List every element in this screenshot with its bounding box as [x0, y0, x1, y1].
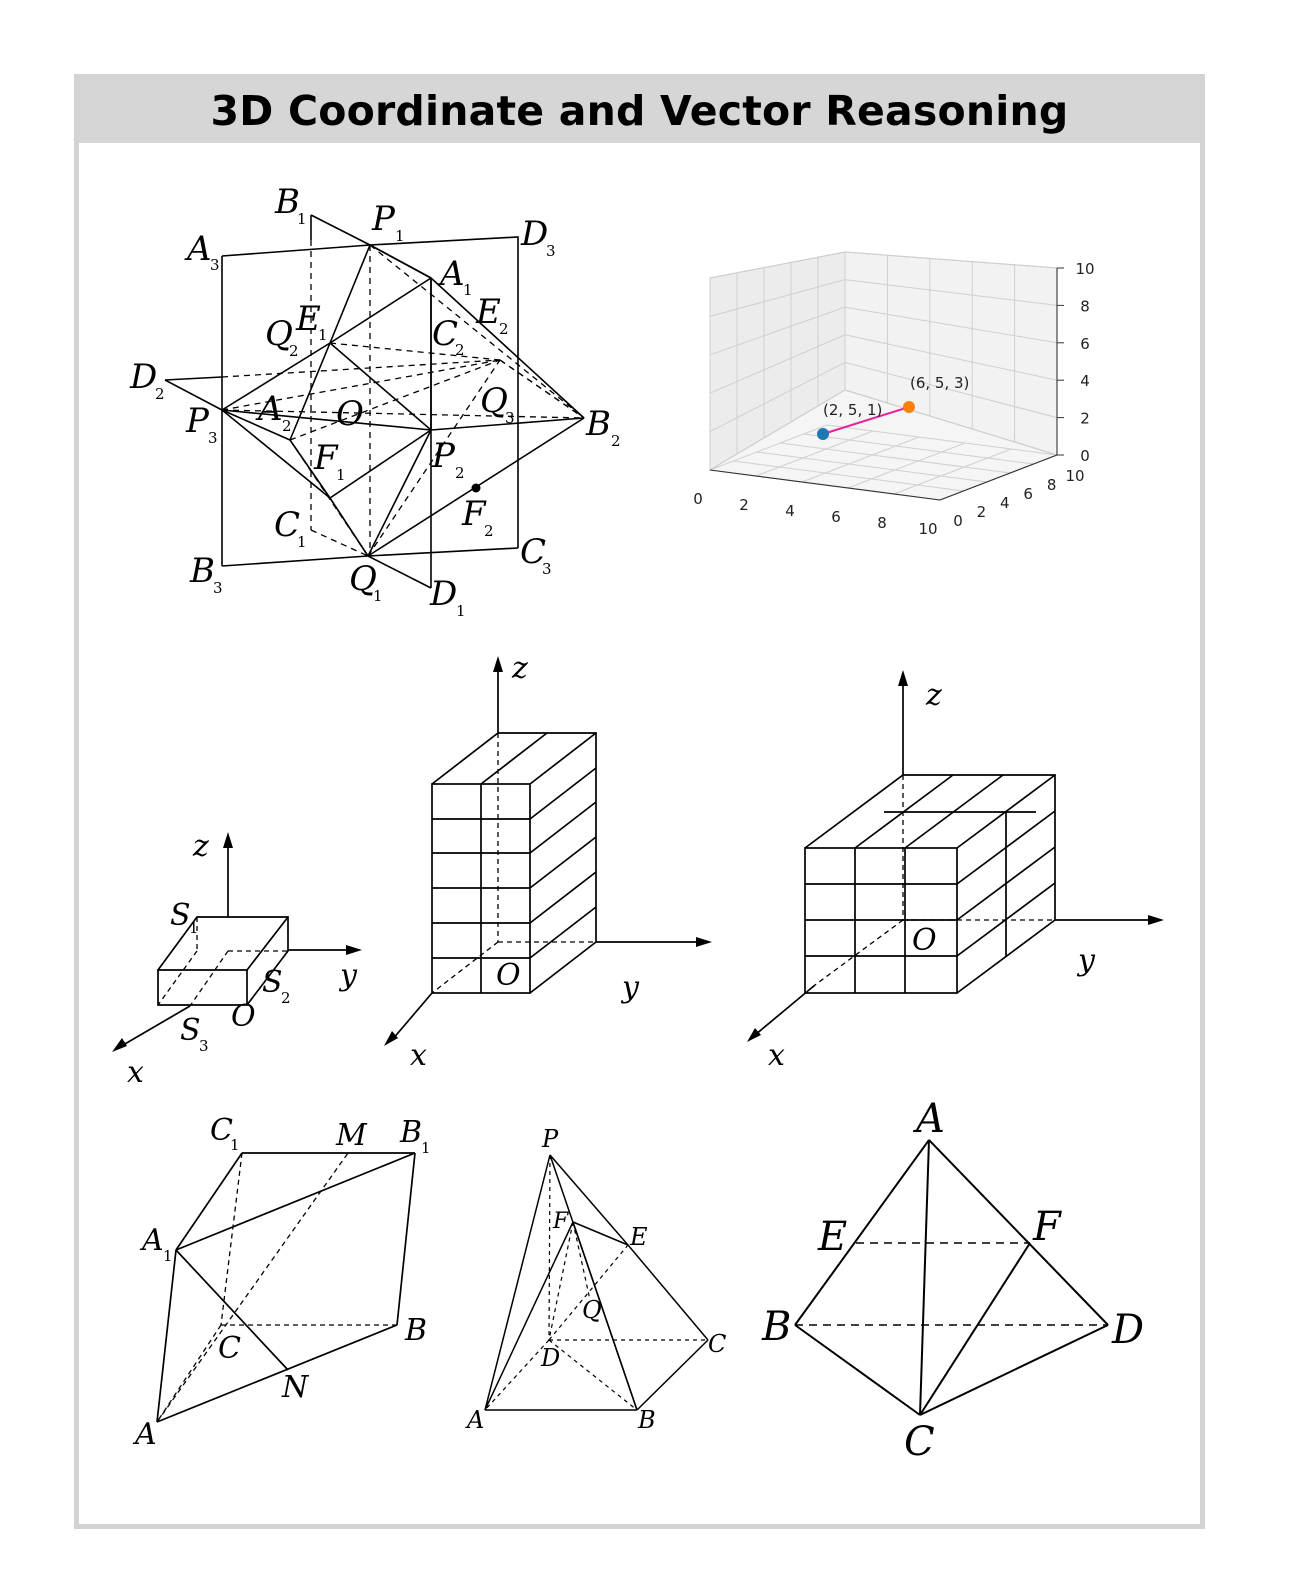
label-f1: F	[314, 438, 338, 478]
prism-c1-label: C	[210, 1113, 233, 1148]
pyramid-a-label: A	[467, 1406, 485, 1434]
tetra-e-label: E	[818, 1214, 848, 1260]
plot3d-point-a-label: (2, 5, 1)	[823, 401, 883, 419]
x-tick-label: 8	[877, 514, 887, 532]
svg-text:2: 2	[289, 342, 299, 360]
tall-x-label: x	[410, 1038, 427, 1073]
z-tick-label: 8	[1080, 297, 1090, 316]
tetra-c-label: C	[904, 1419, 935, 1465]
label-o: O	[336, 394, 364, 434]
z-tick-label: 2	[1080, 409, 1090, 428]
prism-m-label: M	[336, 1118, 367, 1153]
label-a3: A	[187, 229, 212, 269]
tall-y-label: y	[622, 970, 639, 1005]
pyramid-e-label: E	[630, 1223, 648, 1251]
tetra-a-label: A	[916, 1096, 945, 1142]
label-b3: B	[190, 551, 215, 591]
svg-text:1: 1	[318, 326, 328, 344]
label-e1: E	[296, 299, 321, 339]
x-tick-label: 0	[693, 490, 703, 508]
svg-text:1: 1	[189, 919, 199, 937]
pyramid-b-label: B	[638, 1406, 656, 1434]
label-e2: E	[476, 292, 501, 332]
prism-n-label: N	[282, 1370, 309, 1405]
pyramid-d-label: D	[541, 1344, 561, 1372]
prism-b-label: B	[405, 1313, 428, 1348]
tetra-f-label: F	[1033, 1204, 1061, 1250]
svg-text:3: 3	[505, 409, 515, 427]
small-o-label: O	[231, 999, 256, 1034]
wide-o-label: O	[912, 923, 937, 958]
label-a1: A	[440, 254, 465, 294]
svg-text:3: 3	[213, 579, 223, 597]
svg-text:1: 1	[163, 1247, 173, 1265]
x-tick-label: 2	[739, 496, 749, 514]
x-tick-label: 4	[785, 502, 795, 520]
label-f2: F	[462, 494, 486, 534]
y-tick-label: 8	[1046, 476, 1057, 494]
prism-a1-label: A	[142, 1223, 164, 1258]
small-x-label: x	[127, 1055, 144, 1090]
small-s1-label: S	[170, 898, 191, 933]
pyramid-p-label: P	[542, 1125, 559, 1153]
label-c2: C	[432, 314, 459, 354]
svg-text:1: 1	[297, 210, 307, 228]
y-tick-label: 4	[1000, 494, 1010, 512]
svg-text:1: 1	[230, 1136, 240, 1154]
tetra-d-label: D	[1112, 1307, 1145, 1353]
small-y-label: y	[340, 958, 357, 993]
label-p3: P	[186, 401, 209, 441]
label-c3: C	[520, 532, 547, 572]
y-tick-label: 6	[1023, 485, 1033, 503]
y-tick-label: 2	[976, 503, 987, 521]
wide-x-label: x	[768, 1038, 785, 1073]
svg-text:2: 2	[281, 989, 291, 1007]
y-tick-label: 10	[1065, 467, 1085, 485]
svg-text:2: 2	[499, 320, 509, 338]
prism-a-label: A	[135, 1417, 157, 1452]
label-q3: Q	[480, 381, 508, 421]
label-d2: D	[130, 357, 158, 397]
label-b1: B	[275, 182, 300, 222]
tall-z-label: z	[512, 651, 528, 686]
label-q1: Q	[349, 559, 377, 599]
label-d1: D	[430, 574, 458, 614]
prism-b1-label: B	[400, 1115, 423, 1150]
plot3d-point-b-label: (6, 5, 3)	[910, 374, 970, 392]
y-tick-label: 0	[953, 512, 963, 530]
svg-text:1: 1	[336, 466, 346, 484]
small-s3-label: S	[180, 1013, 201, 1048]
label-c1: C	[274, 505, 301, 545]
z-tick-label: 0	[1080, 447, 1090, 465]
svg-text:3: 3	[210, 256, 220, 274]
svg-text:1: 1	[463, 281, 473, 299]
x-tick-label: 10	[918, 520, 938, 538]
svg-text:2: 2	[455, 464, 465, 482]
svg-text:2: 2	[455, 341, 465, 359]
svg-text:2: 2	[611, 432, 621, 450]
svg-text:2: 2	[282, 417, 292, 435]
label-b2: B	[586, 404, 611, 444]
page-title: 3D Coordinate and Vector Reasoning	[210, 87, 1069, 135]
label-d3: D	[521, 214, 549, 254]
pyramid-f-label: F	[553, 1209, 569, 1234]
tetra-b-label: B	[762, 1304, 792, 1350]
svg-text:2: 2	[484, 522, 494, 540]
svg-text:3: 3	[542, 560, 552, 578]
tall-o-label: O	[496, 958, 521, 993]
x-tick-label: 6	[831, 508, 841, 526]
svg-text:1: 1	[395, 227, 405, 245]
z-tick-label: 4	[1080, 372, 1090, 391]
wide-y-label: y	[1078, 943, 1095, 978]
svg-text:1: 1	[297, 533, 307, 551]
svg-text:1: 1	[373, 587, 383, 605]
label-p1: P	[372, 199, 395, 239]
label-q2: Q	[265, 314, 293, 354]
svg-text:3: 3	[208, 429, 218, 447]
wide-z-label: z	[926, 678, 942, 713]
pyramid-c-label: C	[708, 1330, 727, 1358]
z-tick-label: 10	[1075, 260, 1095, 278]
label-a2: A	[258, 389, 283, 429]
z-tick-label: 6	[1080, 334, 1090, 353]
prism-c-label: C	[218, 1331, 241, 1366]
svg-text:1: 1	[456, 602, 466, 620]
svg-text:3: 3	[546, 242, 556, 260]
label-p2: P	[432, 436, 455, 476]
small-s2-label: S	[262, 965, 283, 1000]
svg-text:2: 2	[155, 385, 165, 403]
pyramid-q-label: Q	[582, 1296, 602, 1324]
svg-text:3: 3	[199, 1037, 209, 1055]
svg-text:1: 1	[421, 1139, 431, 1157]
small-z-label: z	[193, 829, 209, 864]
